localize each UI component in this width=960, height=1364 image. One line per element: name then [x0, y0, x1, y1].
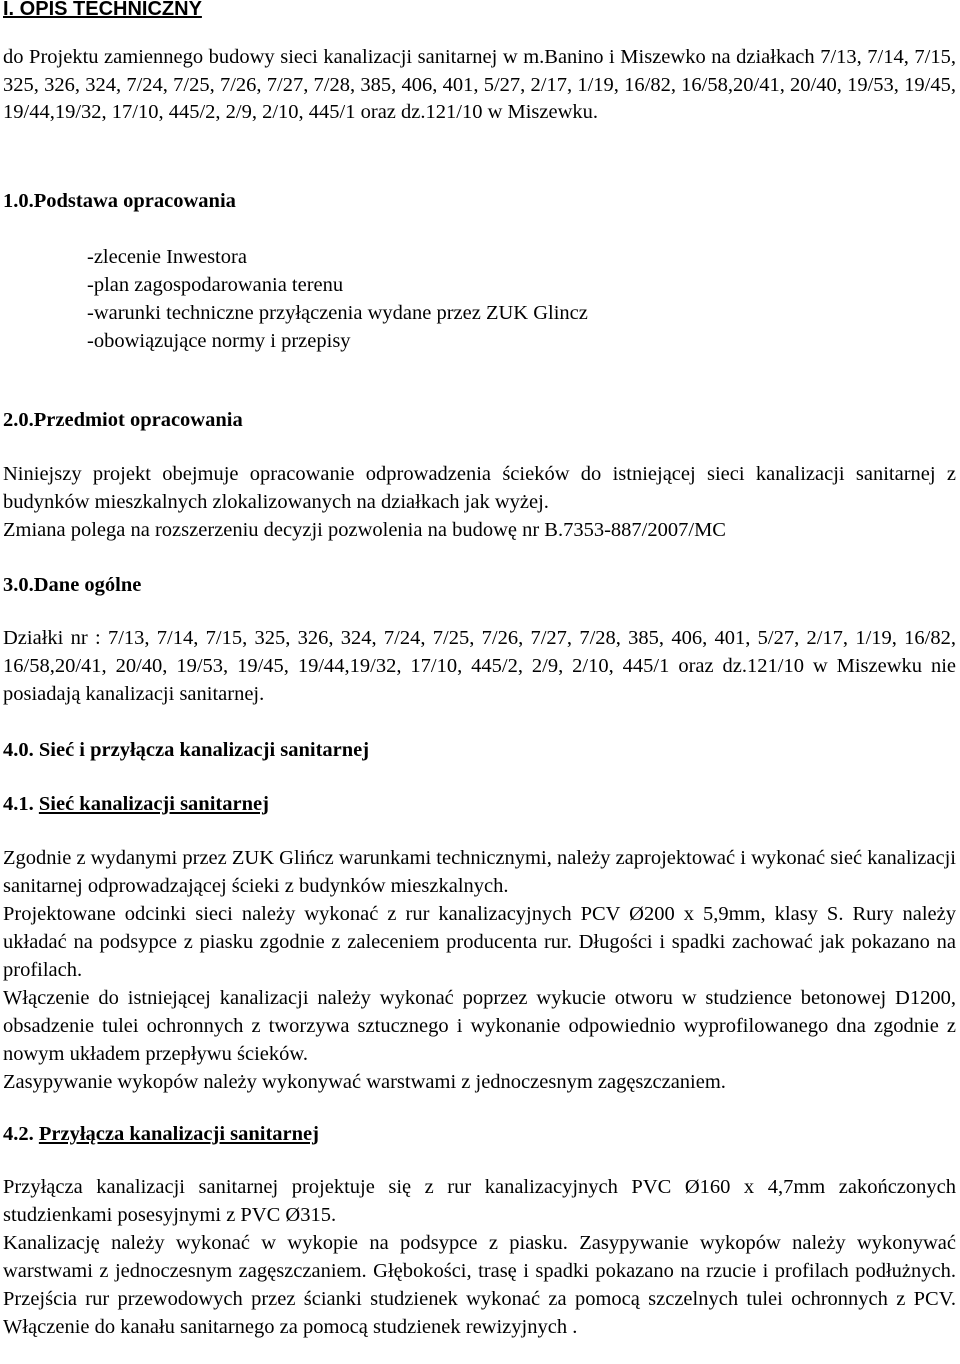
section-41-body [3, 844, 956, 1096]
section-41-title: Sieć kanalizacji sanitarnej [38, 793, 269, 815]
basis-item: -warunki techniczne przyłączenia wydane przez ZUK Glincz [87, 302, 588, 324]
section-41-paragraph-2: Projektowane odcinki sieci należy wykonać z rur kanalizacyjnych PCV Ø200 x 5,9mm, klasy S. Rury należy układać na podsypce z piasku zgodnie z zaleceniem producenta rur. Długości i spadki zachować jak pokazano na profilach. [3, 903, 956, 981]
section-3-body [3, 624, 956, 708]
section-2-number: 2.0. [3, 409, 34, 431]
section-4-number: 4.0. [3, 739, 34, 761]
basis-item: -obowiązujące normy i przepisy [87, 330, 351, 352]
basis-list [87, 243, 588, 355]
section-42-paragraph-2: Kanalizację należy wykonać w wykopie na podsypce z piasku. Zasypywanie wykopów należy wykonywać warstwami z jednoczesnym zagęszczaniem. Głębokości, trasę i spadki pokazano na rzucie i profilach podłużnych. Przejścia rur przewodowych przez ścianki studzienek wykonać za pomocą szczelnych tulei ochronnych z PCV. Włączenie do kanału sanitarnego za pomocą studzienek rewizyjnych . [3, 1232, 956, 1338]
section-3-title: Dane ogólne [33, 574, 142, 596]
basis-item: -zlecenie Inwestora [87, 246, 247, 268]
section-3-heading [3, 571, 141, 599]
section-42-title: Przyłącza kanalizacji sanitarnej [38, 1123, 319, 1145]
section-2-paragraph-1: Niniejszy projekt obejmuje opracowanie odprowadzenia ścieków do istniejącej sieci kanalizacji sanitarnej z budynków mieszkalnych zlokalizowanych na działkach jak wyżej. [3, 463, 956, 513]
basis-item: -plan zagospodarowania terenu [87, 274, 344, 296]
section-2-body [3, 460, 956, 544]
section-2-heading [3, 406, 243, 434]
section-1-heading [3, 187, 236, 215]
section-42-number: 4.2. [3, 1123, 34, 1145]
section-4-title: Sieć i przyłącza kanalizacji sanitarnej [38, 739, 370, 761]
section-2-title: Przedmiot opracowania [33, 409, 243, 431]
section-41-paragraph-4: Zasypywanie wykopów należy wykonywać warstwami z jednoczesnym zagęszczaniem. [3, 1071, 726, 1093]
section-3-number: 3.0. [3, 574, 34, 596]
section-41-paragraph-3: Włączenie do istniejącej kanalizacji należy wykonać poprzez wykucie otworu w studzience betonowej D1200, obsadzenie tulei ochronnych z tworzywa sztucznego i wykonanie odpowiednio wyprofilowanego dna zgodnie z nowym układem przepływu ścieków. [3, 987, 956, 1065]
section-4-heading [3, 736, 369, 764]
intro-paragraph: do Projektu zamiennego budowy sieci kanalizacji sanitarnej w m.Banino i Miszewko na działkach 7/13, 7/14, 7/15, 325, 326, 324, 7/24, 7/25, 7/26, 7/27, 7/28, 385, 406, 401, 5/27, 2/17, 1/19, 16/82, 16/58,20/41, 20/40, 19/53, 19/45, 19/44,19/32, 17/10, 445/2, 2/9, 2/10, 445/1 oraz dz.121/10 w Miszewku. [3, 46, 956, 123]
section-2-paragraph-2: Zmiana polega na rozszerzeniu decyzji pozwolenia na budowę nr B.7353-887/2007/MC [3, 519, 726, 541]
document-title: I. OPIS TECHNICZNY [3, 0, 202, 20]
section-42-paragraph-1: Przyłącza kanalizacji sanitarnej projektuje się z rur kanalizacyjnych PVC Ø160 x 4,7mm zakończonych studzienkami posesyjnymi z PVC Ø315. [3, 1176, 956, 1226]
section-41-heading [3, 790, 269, 818]
section-41-number: 4.1. [3, 793, 34, 815]
section-42-heading [3, 1120, 319, 1148]
section-1-number: 1.0. [3, 190, 34, 212]
section-42-body [3, 1173, 956, 1341]
section-3-paragraph: Działki nr : 7/13, 7/14, 7/15, 325, 326, 324, 7/24, 7/25, 7/26, 7/27, 7/28, 385, 406, 401, 5/27, 2/17, 1/19, 16/82, 16/58,20/41, 20/40, 19/53, 19/45, 19/44,19/32, 17/10, 445/2, 2/9, 2/10, 445/1 oraz dz.121/10 w Miszewku nie posiadają kanalizacji sanitarnej. [3, 627, 956, 705]
section-1-title: Podstawa opracowania [33, 190, 236, 212]
section-41-paragraph-1: Zgodnie z wydanymi przez ZUK Glińcz warunkami technicznymi, należy zaprojektować i wykonać sieć kanalizacji sanitarnej odprowadzającej ścieki z budynków mieszkalnych. [3, 847, 956, 897]
